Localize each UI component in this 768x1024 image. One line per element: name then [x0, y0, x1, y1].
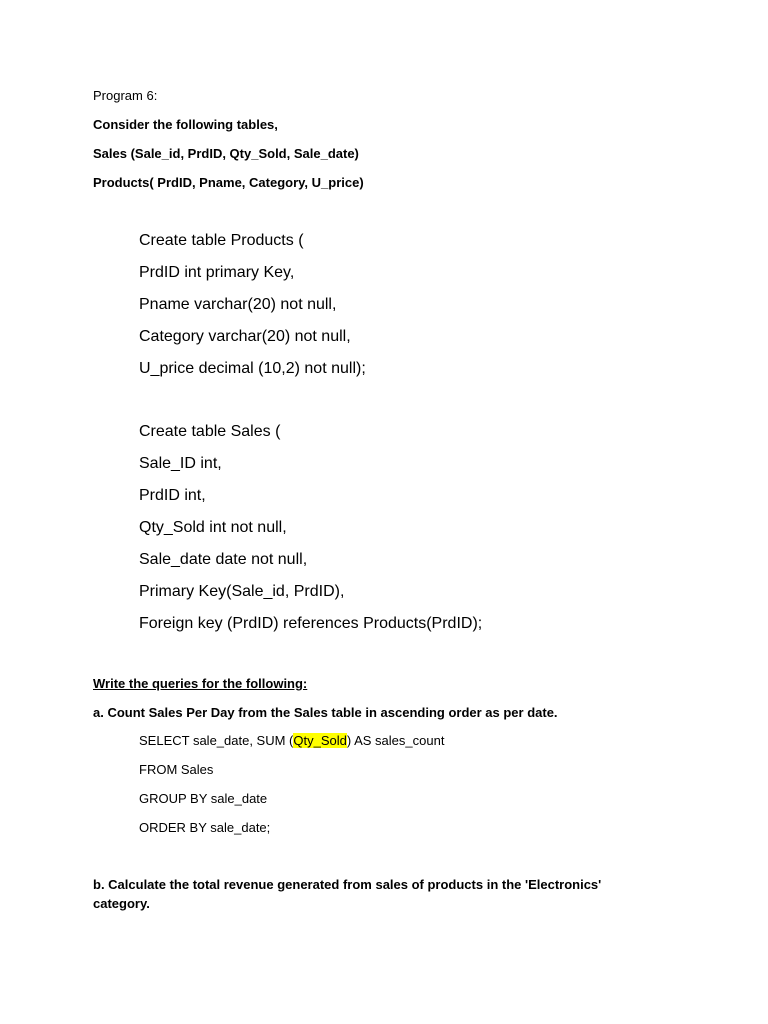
query-a-select-line	[139, 733, 444, 748]
create-sales-line: Qty_Sold int not null,	[139, 519, 287, 536]
create-sales-line: Sale_ID int,	[139, 455, 222, 472]
create-sales-line: Create table Sales (	[139, 423, 281, 440]
sales-schema: Sales (Sale_id, PrdID, Qty_Sold, Sale_date)	[93, 146, 359, 161]
query-a-group-line: GROUP BY sale_date	[139, 791, 268, 806]
program-heading: Program 6:	[93, 88, 158, 103]
query-b-question-line1: b. Calculate the total revenue generated from sales of products in the 'Electronics'	[93, 877, 602, 892]
products-schema: Products( PrdID, Pname, Category, U_price)	[93, 175, 364, 190]
highlighted-qty-sold: Qty_Sold	[293, 733, 347, 748]
create-products-line: U_price decimal (10,2) not null);	[139, 360, 366, 377]
create-products-line: PrdID int primary Key,	[139, 264, 295, 281]
create-products-line: Category varchar(20) not null,	[139, 328, 351, 345]
create-sales-line: PrdID int,	[139, 487, 206, 504]
create-products-line: Pname varchar(20) not null,	[139, 296, 337, 313]
query-a-question: a. Count Sales Per Day from the Sales table in ascending order as per date.	[93, 705, 558, 720]
create-sales-line: Sale_date date not null,	[139, 551, 308, 568]
select-before: SELECT sale_date, SUM (	[139, 733, 294, 748]
create-products-line: Create table Products (	[139, 232, 304, 249]
query-b-question-line2: category.	[93, 896, 150, 911]
create-sales-line: Foreign key (PrdID) references Products(PrdID);	[139, 615, 483, 632]
select-after: ) AS sales_count	[346, 733, 445, 748]
query-a-order-line: ORDER BY sale_date;	[139, 820, 271, 835]
queries-heading: Write the queries for the following:	[93, 676, 308, 691]
create-sales-line: Primary Key(Sale_id, PrdID),	[139, 583, 345, 600]
consider-text: Consider the following tables,	[93, 117, 278, 132]
query-a-from-line: FROM Sales	[139, 762, 214, 777]
